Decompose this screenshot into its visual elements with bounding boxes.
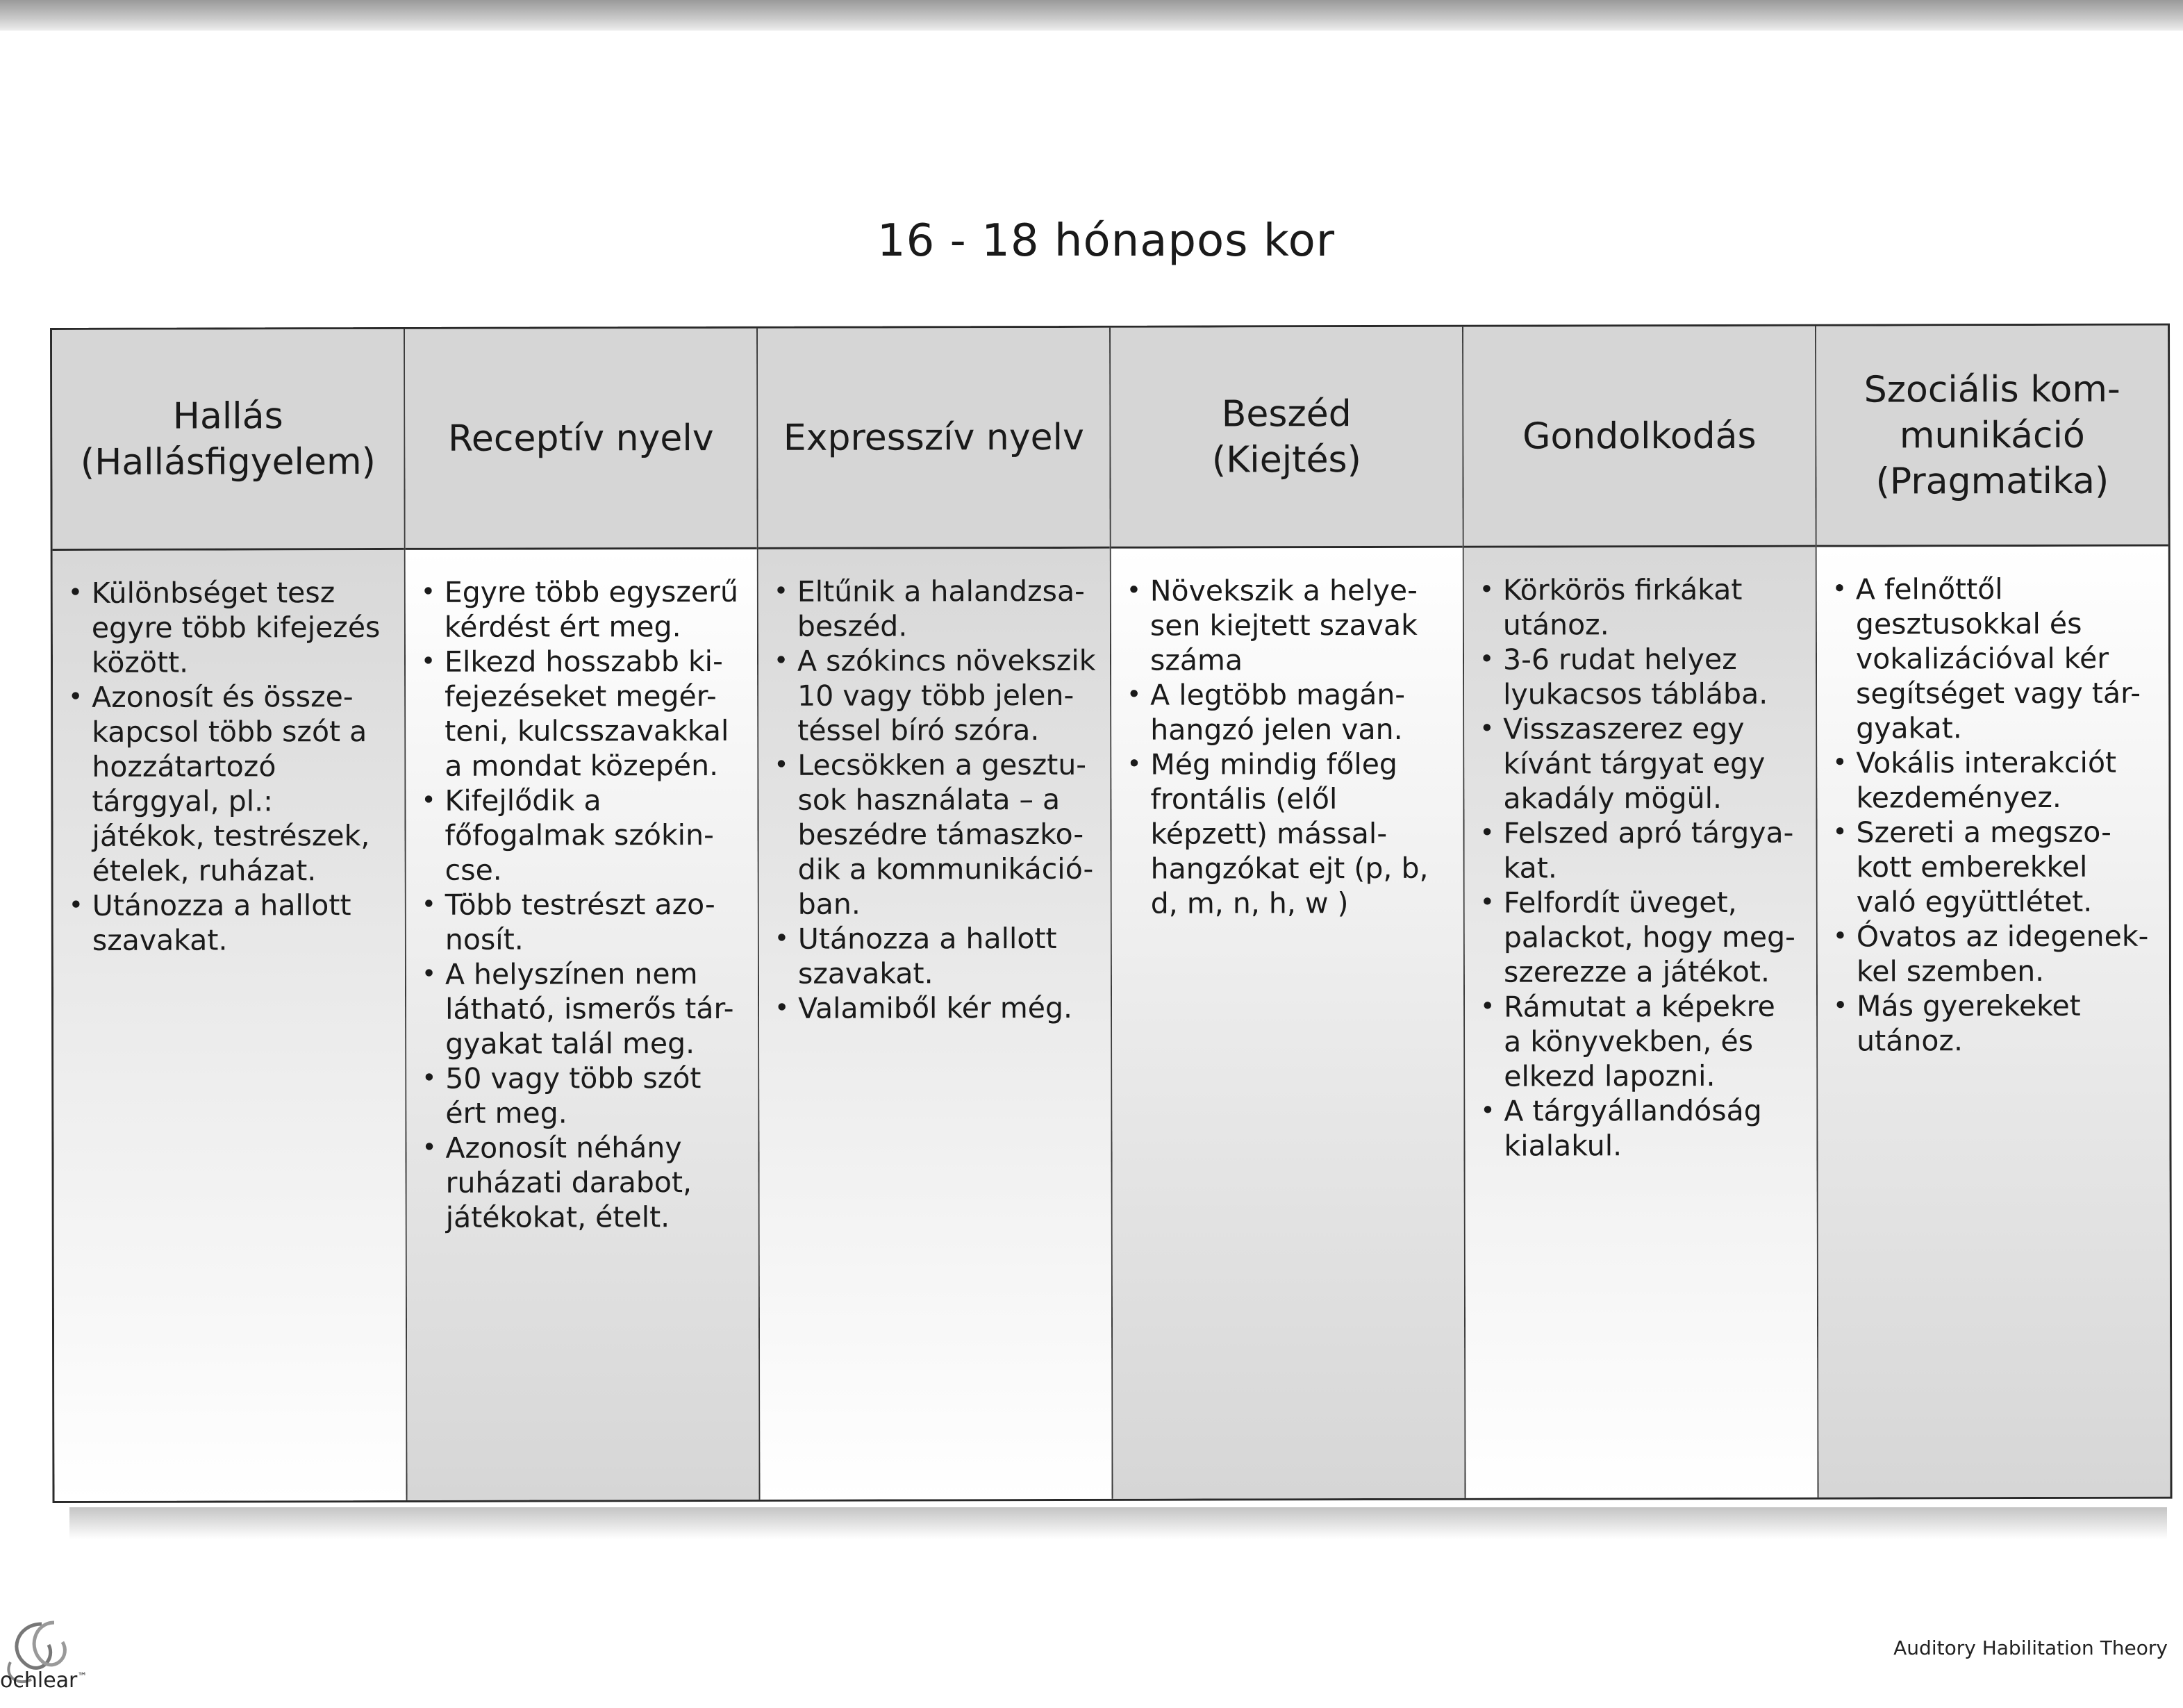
list-item: • Óvatos az idegenek- kel szemben. — [1832, 919, 2159, 989]
list-item: • Egyre több egyszerű kérdést ért meg. — [420, 574, 747, 645]
scan-top-edge — [0, 0, 2183, 31]
table-column — [405, 329, 761, 1500]
list-item: • Lecsökken a gesztu- sok használata – a beszédre támaszko- dik a kommunikáció- ban. — [772, 747, 1101, 922]
milestone-list — [420, 574, 749, 1235]
column-header: Receptív nyelv — [405, 329, 757, 550]
list-item: • Elkezd hosszabb ki- fejezéseket megér- teni, kulcsszavakkal a mondat közepén. — [420, 644, 747, 783]
list-item: • A legtöbb magán- hangzó jelen van. — [1125, 677, 1453, 747]
milestone-list — [67, 575, 395, 958]
brand-text: ochlear™ — [0, 1668, 88, 1693]
column-body — [1111, 548, 1465, 1499]
list-item: • Felszed apró tárgya- kat. — [1478, 815, 1806, 886]
list-item: • Valamiből kér még. — [773, 990, 1101, 1026]
column-header: Hallás (Hallásfigyelem) — [52, 329, 404, 551]
column-body — [53, 550, 406, 1501]
milestone-list — [1478, 572, 1807, 1163]
list-item: • Vokális interakciót kezdeményez. — [1831, 745, 2159, 815]
list-item: • Még mindig főleg frontális (elől képzett) mással- hangzókat ejt (p, b, d, m, n, h, w ) — [1125, 747, 1454, 921]
list-item: • Más gyerekeket utánoz. — [1832, 988, 2159, 1059]
list-item: • Rámutat a képekre a könyvekben, és elkezd lapozni. — [1479, 989, 1807, 1094]
list-item: • Felfordít üveget, palackot, hogy meg- szerezze a játékot. — [1479, 885, 1807, 990]
table-shadow — [69, 1507, 2167, 1539]
list-item: • Azonosít néhány ruházati darabot, játékokat, ételt. — [420, 1130, 748, 1235]
column-body — [1817, 547, 2170, 1498]
list-item: • Körkörös firkákat utánoz. — [1478, 572, 1806, 642]
table-column — [1816, 326, 2170, 1498]
list-item: • Eltűnik a halandzsa- beszéd. — [772, 574, 1100, 644]
table-column — [1463, 326, 1819, 1498]
table-column — [758, 328, 1113, 1500]
milestone-table — [50, 324, 2173, 1503]
column-body — [758, 549, 1112, 1500]
list-item: • Utánozza a hallott szavakat. — [67, 888, 395, 958]
column-body — [1464, 547, 1818, 1498]
page-title: 16 - 18 hónapos kor — [877, 215, 1336, 267]
list-item: • Azonosít és össze- kapcsol több szót a hozzátartozó tárggyal, pl.: játékok, testrészek, ételek, ruházat. — [67, 679, 395, 888]
column-header: Gondolkodás — [1463, 326, 1816, 548]
list-item: • 3-6 rudat helyez lyukacsos táblába. — [1478, 642, 1806, 712]
footer-text: Auditory Habilitation Theory — [1893, 1636, 2168, 1659]
milestone-list — [1125, 573, 1454, 921]
list-item: • Visszaszerez egy kívánt tárgyat egy akadály mögül. — [1478, 711, 1806, 816]
milestone-list — [772, 574, 1101, 1026]
column-body — [406, 549, 759, 1500]
list-item: • 50 vagy több szót ért meg. — [420, 1061, 748, 1131]
list-item: • Növekszik a helye- sen kiejtett szavak száma — [1125, 573, 1453, 678]
list-item: • A szókincs növekszik 10 vagy több jelen- téssel bíró szóra. — [772, 643, 1100, 748]
column-header: Expresszív nyelv — [758, 328, 1110, 549]
column-header: Szociális kom- munikáció (Pragmatika) — [1816, 326, 2168, 547]
milestone-list — [1831, 572, 2159, 1059]
list-item: • Több testrészt azo- nosít. — [420, 887, 748, 957]
table-column — [52, 329, 408, 1501]
list-item: • Kifejlődik a főfogalmak szókin- cse. — [420, 783, 747, 888]
table-column — [1111, 327, 1466, 1499]
list-item: • Különbséget tesz egyre több kifejezés között. — [67, 575, 395, 680]
list-item: • A felnőttől gesztusokkal és vokalizációval kér segítséget vagy tár- gyakat. — [1831, 572, 2159, 746]
list-item: • Szereti a megszo- kott emberekkel való együttlétet. — [1831, 815, 2159, 920]
list-item: • Utánozza a hallott szavakat. — [773, 921, 1101, 991]
column-header: Beszéd (Kiejtés) — [1111, 327, 1463, 549]
list-item: • A tárgyállandóság kialakul. — [1479, 1093, 1807, 1163]
list-item: • A helyszínen nem látható, ismerős tár- gyakat talál meg. — [420, 956, 748, 1061]
